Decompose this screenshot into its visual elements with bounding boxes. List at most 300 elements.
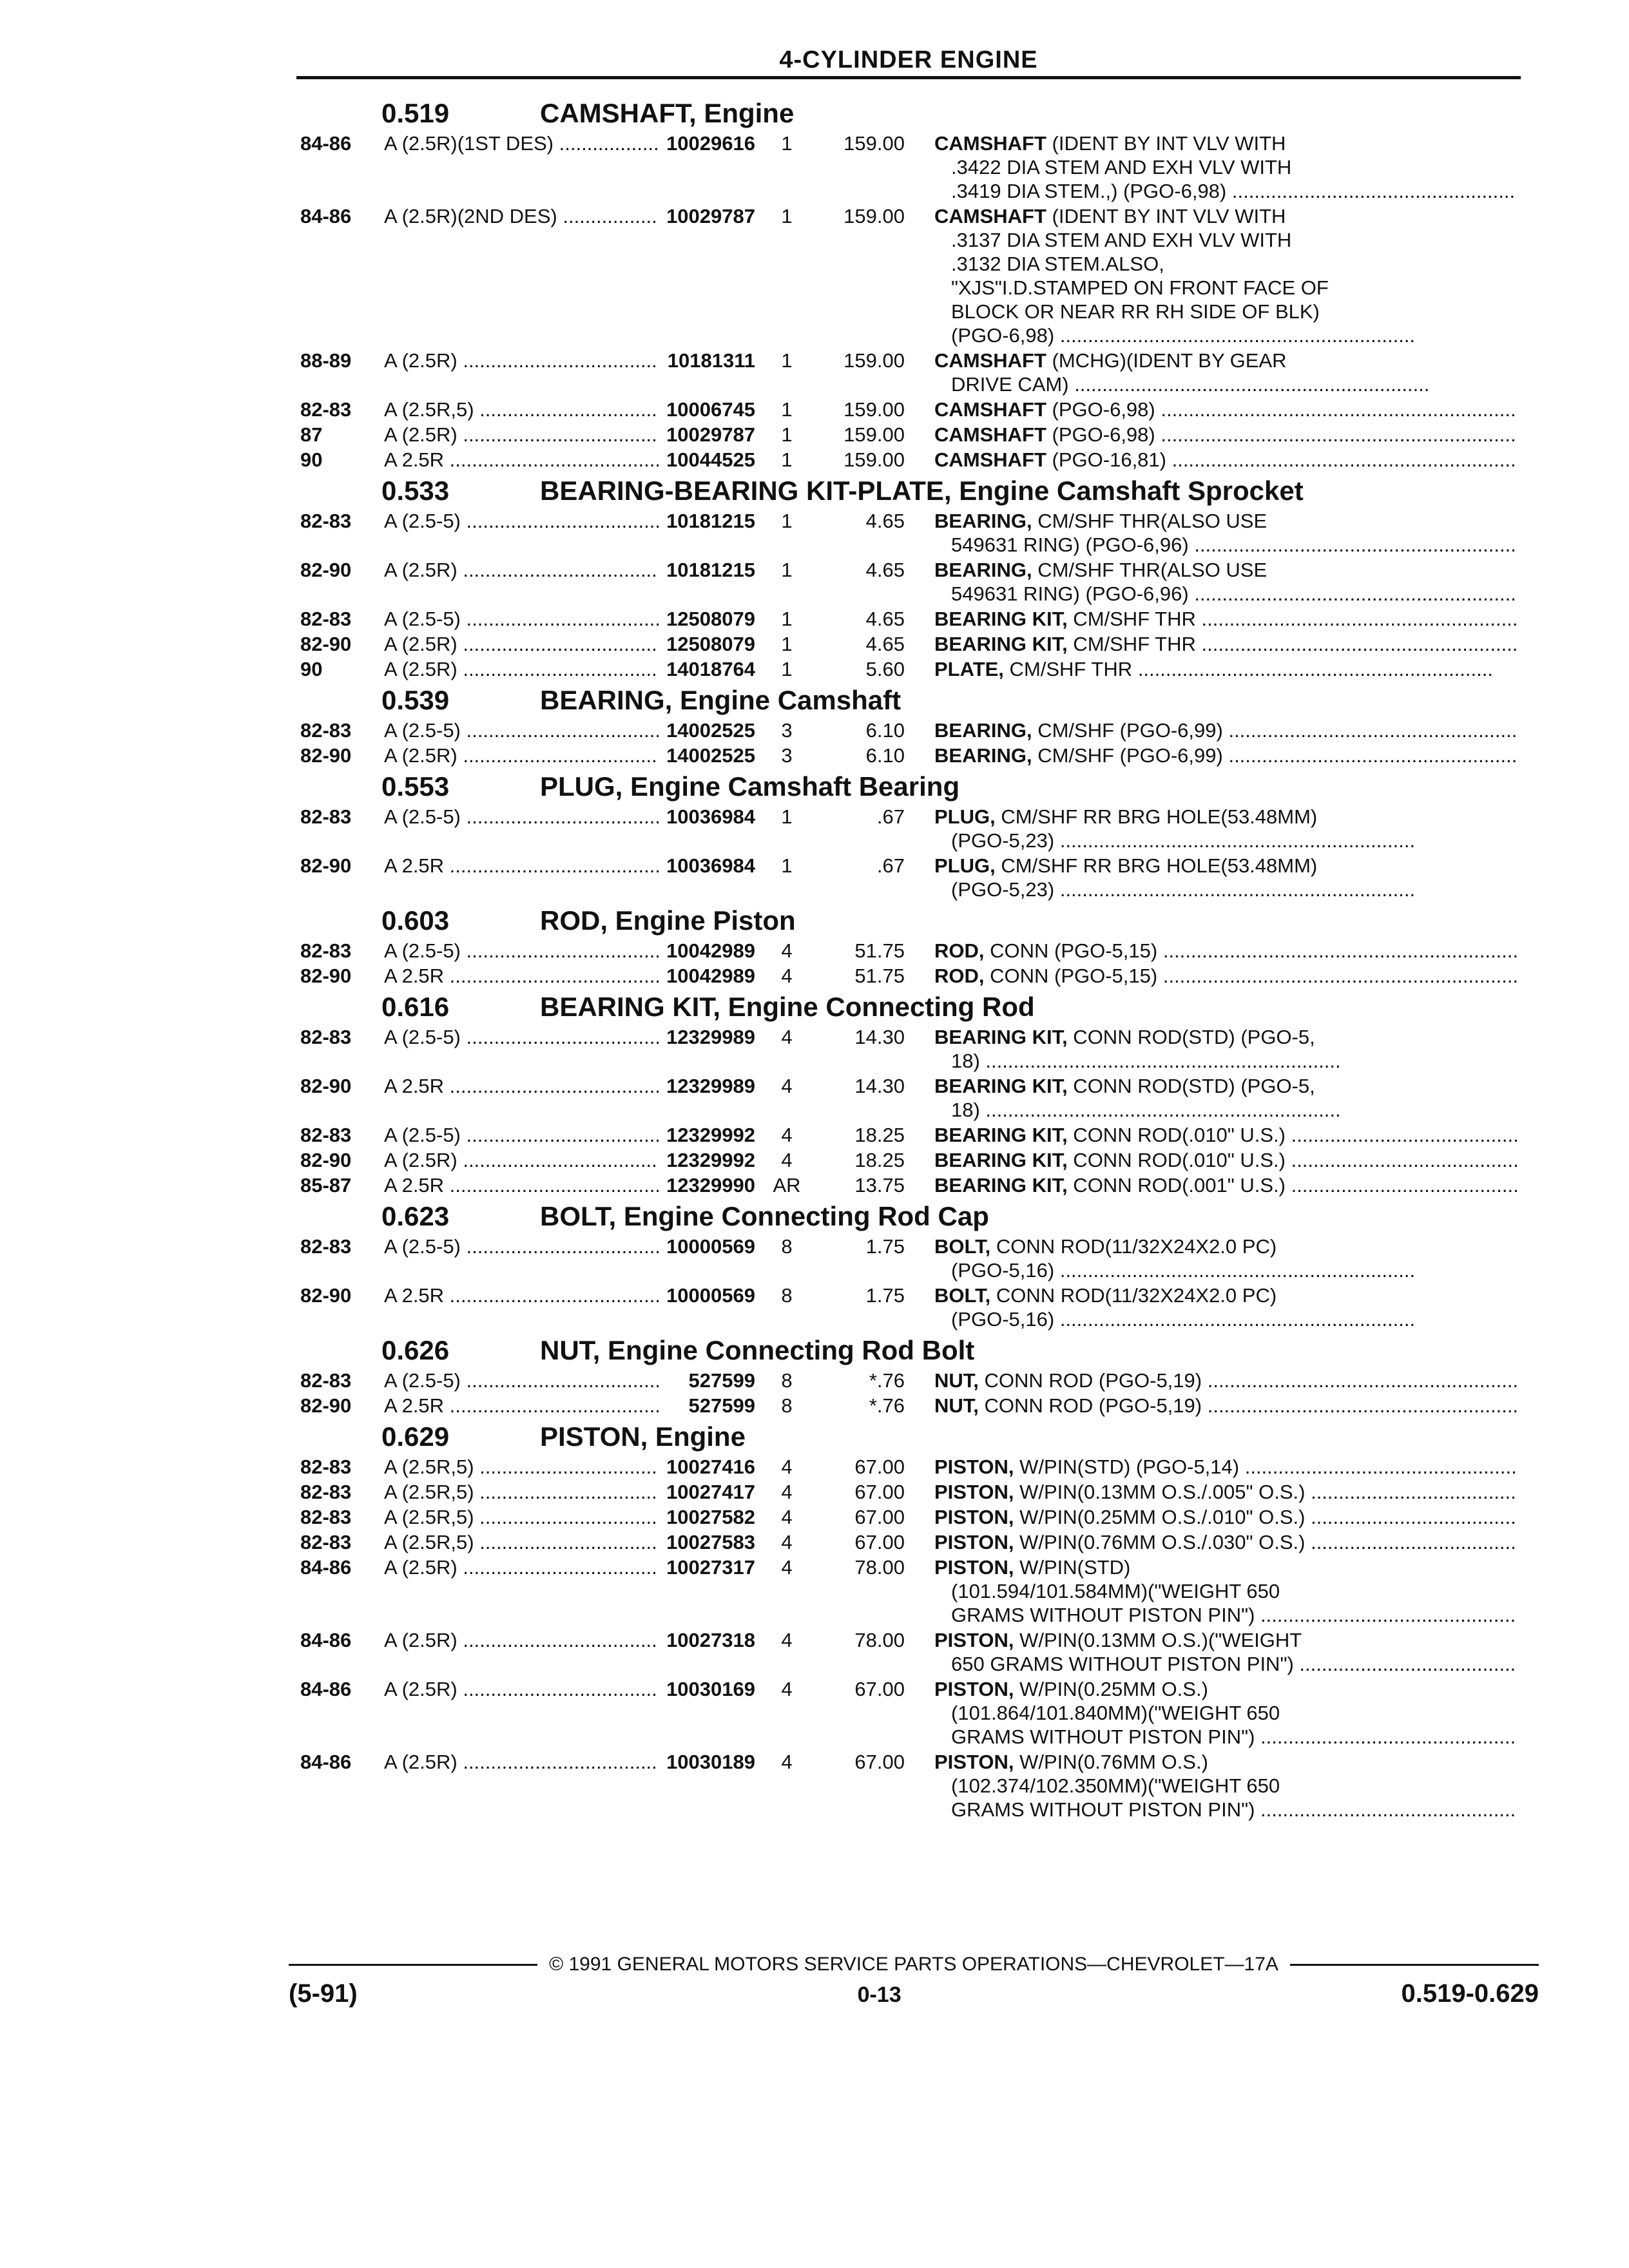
part-row xyxy=(300,423,1519,447)
group-code: 0.533 xyxy=(381,476,450,506)
description-line xyxy=(934,1235,1517,1258)
description-text: (PGO-16,81) xyxy=(1046,448,1166,471)
quantity: 1 xyxy=(781,423,793,446)
quantity: 4 xyxy=(781,1026,793,1048)
application: A 2.5R ..... xyxy=(384,448,659,472)
description-text: GRAMS WITHOUT PISTON PIN") xyxy=(951,1798,1255,1821)
model-years: 82-83 xyxy=(300,1026,352,1048)
description xyxy=(905,744,1517,767)
quantity: 1 xyxy=(781,805,793,828)
application: A (2.5-5) ..... xyxy=(384,509,659,557)
part-number: 12329989 xyxy=(666,1075,755,1097)
group-header xyxy=(300,769,1519,805)
application: A (2.5R,5) ..... xyxy=(384,1530,659,1554)
description-text: DRIVE CAM) xyxy=(951,373,1069,396)
description-line xyxy=(934,1530,1517,1554)
description xyxy=(905,1025,1517,1073)
model-years: 82-83 xyxy=(300,1506,352,1528)
description-text: CONN ROD (PGO-5,19) xyxy=(978,1394,1202,1417)
price: 4.65 xyxy=(865,510,905,532)
description-text: .3419 DIA STEM.,) (PGO-6,98) xyxy=(951,180,1227,202)
application: A 2.5R ..... xyxy=(384,1074,659,1122)
description-line xyxy=(934,1701,1517,1725)
group-title: CAMSHAFT, Engine xyxy=(540,98,795,128)
group-header xyxy=(300,1419,1519,1455)
part-number: 12508079 xyxy=(666,608,755,630)
model-years: 87 xyxy=(300,423,323,446)
part-row xyxy=(300,1628,1519,1676)
quantity: 1 xyxy=(781,559,793,581)
quantity: 4 xyxy=(781,1531,793,1553)
description-text: (PGO-5,23) xyxy=(951,829,1055,852)
part-row xyxy=(300,1750,1519,1821)
model-years: 82-90 xyxy=(300,1284,352,1307)
part-name: CAMSHAFT xyxy=(934,448,1046,471)
part-name: BOLT, xyxy=(934,1235,991,1258)
application: A (2.5R)(2ND DES) ..... xyxy=(384,204,659,347)
footer-rule-right xyxy=(1290,1964,1539,1966)
application: A 2.5R ..... xyxy=(384,964,659,988)
part-name: PISTON, xyxy=(934,1678,1014,1700)
description-text: W/PIN(0.76MM O.S./.030" O.S.) xyxy=(1014,1531,1306,1553)
description-line xyxy=(934,1307,1517,1331)
application: A (2.5R) ..... xyxy=(384,349,659,396)
model-years: 82-90 xyxy=(300,1149,352,1171)
application: A (2.5R) ..... xyxy=(384,1628,659,1676)
application: A (2.5R) ..... xyxy=(384,1148,659,1172)
part-row xyxy=(300,1505,1519,1529)
part-number: 10029787 xyxy=(666,423,755,446)
part-name: PISTON, xyxy=(934,1481,1014,1503)
group-header xyxy=(300,473,1519,509)
price: 159.00 xyxy=(843,205,905,227)
model-years: 82-90 xyxy=(300,744,352,767)
description-text: W/PIN(0.25MM O.S./.010" O.S.) xyxy=(1014,1506,1306,1528)
model-years: 82-90 xyxy=(300,559,352,581)
part-number: 10000569 xyxy=(666,1284,755,1307)
part-row xyxy=(300,744,1519,767)
part-number: 12329992 xyxy=(666,1149,755,1171)
price: 1.75 xyxy=(865,1284,905,1307)
description-text: .3132 DIA STEM.ALSO, xyxy=(951,253,1164,275)
description-line xyxy=(934,1579,1517,1603)
part-number: 527599 xyxy=(688,1394,755,1417)
description xyxy=(905,1677,1517,1749)
description-line xyxy=(934,657,1517,681)
part-row xyxy=(300,1283,1519,1331)
model-years: 84-86 xyxy=(300,132,352,155)
part-number: 10029787 xyxy=(666,205,755,227)
description xyxy=(905,964,1517,988)
model-years: 82-90 xyxy=(300,965,352,987)
price: .67 xyxy=(876,805,905,828)
part-row xyxy=(300,1235,1519,1282)
description xyxy=(905,131,1517,203)
description xyxy=(905,398,1517,421)
description-text: CM/SHF THR xyxy=(1003,658,1133,680)
part-row xyxy=(300,1530,1519,1554)
group-code: 0.616 xyxy=(381,992,450,1022)
application: A (2.5R) ..... xyxy=(384,1555,659,1627)
model-years: 82-90 xyxy=(300,1075,352,1097)
part-number: 10030189 xyxy=(666,1751,755,1773)
part-number: 10044525 xyxy=(666,448,755,471)
group-header xyxy=(300,903,1519,939)
description-line xyxy=(934,939,1517,963)
description xyxy=(905,558,1517,606)
price: 13.75 xyxy=(854,1174,905,1196)
description-line xyxy=(934,964,1517,988)
application: A (2.5-5) ..... xyxy=(384,805,659,852)
description-text: 650 GRAMS WITHOUT PISTON PIN") xyxy=(951,1653,1294,1675)
model-years: 82-90 xyxy=(300,633,352,655)
part-number: 10000569 xyxy=(666,1235,755,1258)
description xyxy=(905,805,1517,852)
description-line xyxy=(934,582,1517,606)
price: 78.00 xyxy=(854,1556,905,1579)
price: 6.10 xyxy=(865,744,905,767)
application: A (2.5R) ..... xyxy=(384,632,659,656)
description xyxy=(905,1148,1517,1172)
description-text: (IDENT BY INT VLV WITH xyxy=(1046,205,1286,227)
group-title: BEARING, Engine Camshaft xyxy=(540,685,901,715)
quantity: 4 xyxy=(781,1075,793,1097)
part-number: 10027583 xyxy=(666,1531,755,1553)
model-years: 82-90 xyxy=(300,854,352,877)
quantity: 4 xyxy=(781,1751,793,1773)
quantity: 3 xyxy=(781,744,793,767)
part-row xyxy=(300,349,1519,396)
quantity: AR xyxy=(773,1174,801,1196)
part-name: BEARING KIT, xyxy=(934,1124,1068,1146)
group-code: 0.623 xyxy=(381,1201,450,1231)
model-years: 82-83 xyxy=(300,510,352,532)
description xyxy=(905,1455,1517,1479)
quantity: 1 xyxy=(781,205,793,227)
description-text: CM/SHF RR BRG HOLE(53.48MM) xyxy=(995,854,1318,877)
group-code: 0.539 xyxy=(381,685,450,715)
application: A 2.5R ..... xyxy=(384,1173,659,1197)
part-number: 10042989 xyxy=(666,965,755,987)
description xyxy=(905,423,1517,447)
description-text: (101.594/101.584MM)("WEIGHT 650 xyxy=(951,1580,1280,1602)
part-row xyxy=(300,1480,1519,1504)
description-text: CONN ROD(.010" U.S.) xyxy=(1067,1149,1286,1171)
part-number: 10027582 xyxy=(666,1506,755,1528)
price: 159.00 xyxy=(843,448,905,471)
description-line xyxy=(934,509,1517,533)
description-line xyxy=(934,607,1517,631)
part-name: BEARING KIT, xyxy=(934,1075,1068,1097)
description-line xyxy=(934,1123,1517,1147)
description-text: 18) xyxy=(951,1099,980,1121)
application: A (2.5R) ..... xyxy=(384,1677,659,1749)
part-name: PISTON, xyxy=(934,1629,1014,1651)
description xyxy=(905,1530,1517,1554)
quantity: 8 xyxy=(781,1369,793,1392)
price: 67.00 xyxy=(854,1506,905,1528)
description-line xyxy=(934,1774,1517,1798)
application: A 2.5R ..... xyxy=(384,854,659,901)
application: A 2.5R ..... xyxy=(384,1283,659,1331)
quantity: 1 xyxy=(781,448,793,471)
description-text: W/PIN(0.76MM O.S.) xyxy=(1014,1751,1208,1773)
description-text: CONN ROD (PGO-5,19) xyxy=(978,1369,1202,1392)
part-row xyxy=(300,1555,1519,1627)
description-line xyxy=(934,1394,1517,1418)
description-text: (PGO-6,98) xyxy=(1046,423,1155,446)
part-number: 14002525 xyxy=(666,719,755,742)
part-number: 10006745 xyxy=(666,398,755,421)
price: 51.75 xyxy=(854,965,905,987)
part-name: CAMSHAFT xyxy=(934,423,1046,446)
price: 67.00 xyxy=(854,1678,905,1700)
quantity: 4 xyxy=(781,1678,793,1700)
description-line xyxy=(934,204,1517,228)
price: 67.00 xyxy=(854,1481,905,1503)
description-line xyxy=(934,300,1517,323)
description-line xyxy=(934,632,1517,656)
part-name: ROD, xyxy=(934,939,985,962)
footer-rule-left xyxy=(289,1964,537,1966)
part-name: BEARING, xyxy=(934,559,1032,581)
part-row xyxy=(300,204,1519,347)
application: A (2.5-5) ..... xyxy=(384,1025,659,1073)
footer-info xyxy=(289,1979,1539,2008)
quantity: 4 xyxy=(781,1124,793,1146)
description xyxy=(905,1555,1517,1627)
model-years: 82-83 xyxy=(300,398,352,421)
description-text: CM/SHF (PGO-6,99) xyxy=(1032,744,1223,767)
description-text: GRAMS WITHOUT PISTON PIN") xyxy=(951,1725,1255,1748)
description xyxy=(905,854,1517,901)
quantity: 4 xyxy=(781,965,793,987)
description xyxy=(905,1173,1517,1197)
part-number: 527599 xyxy=(688,1369,755,1392)
application: A 2.5R ..... xyxy=(384,1394,659,1418)
description-text: CONN ROD(11/32X24X2.0 PC) xyxy=(990,1284,1277,1307)
page-title: 4-CYLINDER ENGINE xyxy=(779,46,1038,73)
application: A (2.5R,5) ..... xyxy=(384,1505,659,1529)
description-text: CONN ROD(.001" U.S.) xyxy=(1067,1174,1286,1196)
description-line xyxy=(934,1480,1517,1504)
description xyxy=(905,1123,1517,1147)
part-row xyxy=(300,1148,1519,1172)
quantity: 4 xyxy=(781,1481,793,1503)
quantity: 8 xyxy=(781,1235,793,1258)
description xyxy=(905,204,1517,347)
part-row xyxy=(300,1123,1519,1147)
group-title: NUT, Engine Connecting Rod Bolt xyxy=(540,1335,975,1365)
description-line xyxy=(934,448,1517,472)
description-text: (101.864/101.840MM)("WEIGHT 650 xyxy=(951,1702,1280,1724)
part-name: BEARING KIT, xyxy=(934,633,1068,655)
part-row xyxy=(300,805,1519,852)
model-years: 84-86 xyxy=(300,1556,352,1579)
description-line xyxy=(934,1555,1517,1579)
description xyxy=(905,607,1517,631)
part-row xyxy=(300,558,1519,606)
part-row xyxy=(300,607,1519,631)
description-text: W/PIN(0.13MM O.S./.005" O.S.) xyxy=(1014,1481,1306,1503)
group-title: BEARING-BEARING KIT-PLATE, Engine Camshaft Sprocket xyxy=(540,476,1304,506)
model-years: 82-83 xyxy=(300,1235,352,1258)
description-line xyxy=(934,131,1517,155)
price: 4.65 xyxy=(865,608,905,630)
model-years: 82-83 xyxy=(300,939,352,962)
application: A (2.5R) ..... xyxy=(384,657,659,681)
price: 4.65 xyxy=(865,633,905,655)
group-code: 0.553 xyxy=(381,771,450,802)
part-number: 10181215 xyxy=(666,510,755,532)
price: 67.00 xyxy=(854,1456,905,1478)
part-row xyxy=(300,1173,1519,1197)
page-footer xyxy=(289,1954,1539,2008)
description-line xyxy=(934,829,1517,852)
description xyxy=(905,1235,1517,1282)
description-text: W/PIN(0.25MM O.S.) xyxy=(1014,1678,1208,1700)
application: A (2.5-5) ..... xyxy=(384,1123,659,1147)
part-name: BOLT, xyxy=(934,1284,991,1307)
part-name: NUT, xyxy=(934,1394,979,1417)
quantity: 8 xyxy=(781,1394,793,1417)
model-years: 82-83 xyxy=(300,1369,352,1392)
price: 14.30 xyxy=(854,1075,905,1097)
description xyxy=(905,632,1517,656)
description-text: W/PIN(STD) xyxy=(1014,1556,1131,1579)
price: 159.00 xyxy=(843,423,905,446)
description-line xyxy=(934,349,1517,372)
part-row xyxy=(300,939,1519,963)
part-row xyxy=(300,1455,1519,1479)
description-line xyxy=(934,1148,1517,1172)
model-years: 82-83 xyxy=(300,1481,352,1503)
description-text: .3422 DIA STEM AND EXH VLV WITH xyxy=(951,156,1292,178)
description-line xyxy=(934,854,1517,878)
price: 78.00 xyxy=(854,1629,905,1651)
quantity: 1 xyxy=(781,854,793,877)
description-text: W/PIN(0.13MM O.S.)("WEIGHT xyxy=(1014,1629,1302,1651)
application: A (2.5-5) ..... xyxy=(384,939,659,963)
quantity: 1 xyxy=(781,608,793,630)
description xyxy=(905,939,1517,963)
quantity: 8 xyxy=(781,1284,793,1307)
part-row xyxy=(300,1369,1519,1392)
part-name: BEARING, xyxy=(934,719,1032,742)
description-line xyxy=(934,1628,1517,1652)
part-name: PISTON, xyxy=(934,1531,1014,1553)
part-name: BEARING KIT, xyxy=(934,1026,1068,1048)
group-header xyxy=(300,1198,1519,1235)
description-text: CONN (PGO-5,15) xyxy=(984,939,1158,962)
part-number: 10030169 xyxy=(666,1678,755,1700)
part-name: PLUG, xyxy=(934,854,996,877)
part-row xyxy=(300,509,1519,557)
description-line xyxy=(934,558,1517,582)
part-number: 12329989 xyxy=(666,1026,755,1048)
description-text: CM/SHF THR xyxy=(1067,633,1196,655)
description-line xyxy=(934,1173,1517,1197)
quantity: 3 xyxy=(781,719,793,742)
part-name: CAMSHAFT xyxy=(934,205,1046,227)
description xyxy=(905,1505,1517,1529)
part-name: PISTON, xyxy=(934,1556,1014,1579)
description-text: (102.374/102.350MM)("WEIGHT 650 xyxy=(951,1774,1280,1797)
price: 14.30 xyxy=(854,1026,905,1048)
part-row xyxy=(300,1025,1519,1073)
description-line xyxy=(934,1074,1517,1098)
price: .67 xyxy=(876,854,905,877)
quantity: 1 xyxy=(781,132,793,155)
copyright-text: © 1991 GENERAL MOTORS SERVICE PARTS OPERATIONS—CHEVROLET—17A xyxy=(549,1954,1278,1975)
page-number: 0-13 xyxy=(857,1983,901,2007)
part-name: NUT, xyxy=(934,1369,979,1392)
quantity: 4 xyxy=(781,1149,793,1171)
description xyxy=(905,1074,1517,1122)
part-row xyxy=(300,657,1519,681)
part-row xyxy=(300,398,1519,421)
part-number: 14002525 xyxy=(666,744,755,767)
application: A (2.5R,5) ..... xyxy=(384,1455,659,1479)
description xyxy=(905,657,1517,681)
description-text: CM/SHF RR BRG HOLE(53.48MM) xyxy=(995,805,1318,828)
description-text: GRAMS WITHOUT PISTON PIN") xyxy=(951,1604,1255,1626)
description-text: 549631 RING) (PGO-6,96) xyxy=(951,582,1189,605)
group-title: BOLT, Engine Connecting Rod Cap xyxy=(540,1201,989,1231)
group-title: BEARING KIT, Engine Connecting Rod xyxy=(540,992,1035,1022)
description-text: CONN ROD(.010" U.S.) xyxy=(1067,1124,1286,1146)
description xyxy=(905,1628,1517,1676)
description-line xyxy=(934,1049,1517,1073)
description-text: (PGO-5,16) xyxy=(951,1308,1055,1331)
description-text: CONN ROD(STD) (PGO-5, xyxy=(1067,1075,1315,1097)
description-text: 18) xyxy=(951,1050,980,1072)
description-text: CM/SHF (PGO-6,99) xyxy=(1032,719,1223,742)
description-text: (IDENT BY INT VLV WITH xyxy=(1046,132,1286,155)
description-line xyxy=(934,228,1517,252)
description-line xyxy=(934,1725,1517,1749)
part-name: CAMSHAFT xyxy=(934,398,1046,421)
part-name: PISTON, xyxy=(934,1751,1014,1773)
group-title: ROD, Engine Piston xyxy=(540,905,796,936)
group-code: 0.603 xyxy=(381,905,450,936)
part-number: 10181215 xyxy=(666,559,755,581)
model-years: 88-89 xyxy=(300,349,352,372)
description xyxy=(905,509,1517,557)
part-row xyxy=(300,718,1519,742)
part-name: BEARING KIT, xyxy=(934,1149,1068,1171)
application: A (2.5-5) ..... xyxy=(384,1235,659,1282)
application: A (2.5R) ..... xyxy=(384,558,659,606)
quantity: 1 xyxy=(781,398,793,421)
description-text: .3137 DIA STEM AND EXH VLV WITH xyxy=(951,229,1292,251)
description-line xyxy=(934,1283,1517,1307)
quantity: 4 xyxy=(781,939,793,962)
part-name: CAMSHAFT xyxy=(934,349,1046,372)
quantity: 1 xyxy=(781,633,793,655)
description-line xyxy=(934,179,1517,203)
part-name: BEARING, xyxy=(934,744,1032,767)
application: A (2.5-5) ..... xyxy=(384,718,659,742)
group-code: 0.519 xyxy=(381,98,450,128)
description-line xyxy=(934,252,1517,276)
application: A (2.5R) ..... xyxy=(384,423,659,447)
group-code: 0.626 xyxy=(381,1335,450,1365)
part-row xyxy=(300,1394,1519,1418)
price: 18.25 xyxy=(854,1124,905,1146)
description-line xyxy=(934,1258,1517,1282)
description-line xyxy=(934,1750,1517,1774)
